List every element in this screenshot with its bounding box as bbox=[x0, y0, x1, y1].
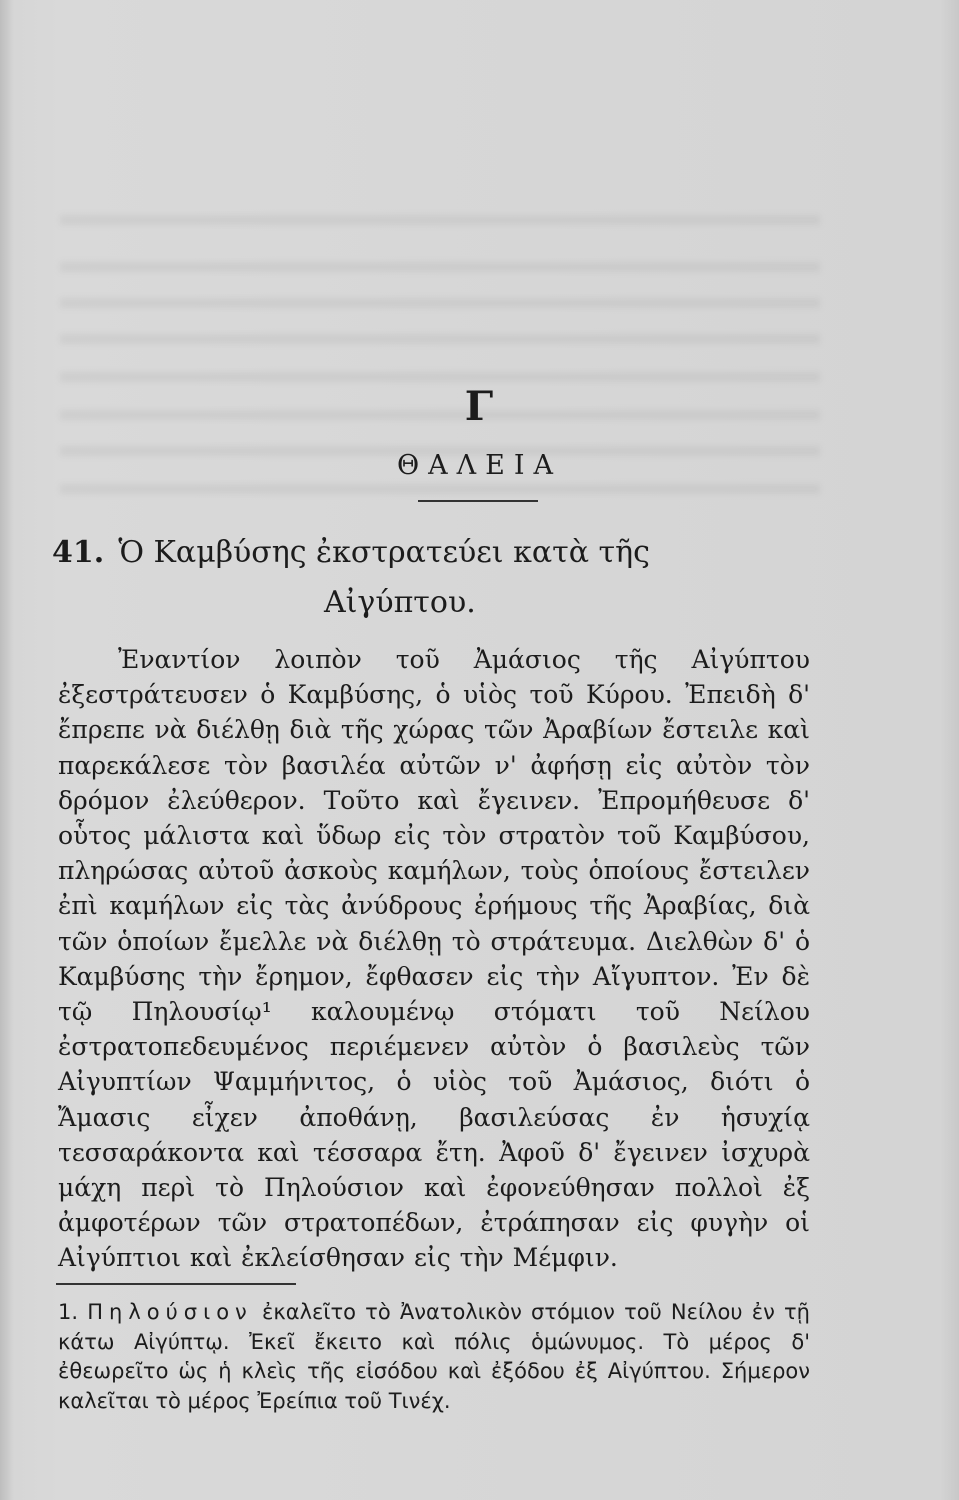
footnote-term: Πηλούσιον bbox=[87, 1300, 253, 1324]
show-through-line bbox=[60, 298, 820, 308]
chapter-heading-line-1 bbox=[52, 528, 892, 578]
show-through-line bbox=[60, 372, 820, 382]
section-divider bbox=[418, 500, 538, 502]
show-through-line bbox=[60, 262, 820, 272]
footnote-divider bbox=[56, 1283, 296, 1285]
body-paragraph: Ἐναντίον λοιπὸν τοῦ Ἀμάσιος τῆς Αἰγύπτου ἐξεστράτευσεν ὁ Καμβύσης, ὁ υἱὸς τοῦ Κύρου. Ἐπειδὴ δ' ἔπρεπε νὰ διέλθῃ διὰ τῆς χώρας τῶν Ἀραβίων ἔστειλε καὶ παρεκάλεσε τὸν βασιλέα αὐτῶν ν' ἀφήσῃ εἰς αὐτὸν τὸν δρόμον ἐλεύθερον. Τοῦτο καὶ ἔγεινεν. Ἐπρομήθευσε δ' οὗτος μάλιστα καὶ ὕδωρ εἰς τὸν στρατὸν τοῦ Καμβύσου, πληρώσας αὐτοῦ ἀσκοὺς καμήλων, τοὺς ὁποίους ἔστειλεν ἐπὶ καμήλων εἰς τὰς ἀνύδρους ἐρήμους τῆς Ἀραβίας, διὰ τῶν ὁποίων ἔμελλε νὰ διέλθῃ τὸ στράτευμα. Διελθὼν δ' ὁ Καμβύσης τὴν ἔρημον, ἔφθασεν εἰς τὴν Αἴγυπτον. Ἐν δὲ τῷ Πηλουσίῳ¹ καλουμένῳ στόματι τοῦ Νείλου ἐστρατοπεδευμένος περιέμενεν αὐτὸν ὁ βασιλεὺς τῶν Αἰγυπτίων Ψαμμήνιτος, ὁ υἱὸς τοῦ Ἀμάσιος, διότι ὁ Ἄμασις εἶχεν ἀποθάνῃ, βασιλεύσας ἐν ἡσυχίᾳ τεσσαράκοντα καὶ τέσσαρα ἔτη. Ἀφοῦ δ' ἔγεινεν ἰσχυρὰ μάχη περὶ τὸ Πηλούσιον καὶ ἐφονεύθησαν πολλοὶ ἐξ ἀμφοτέρων τῶν στρατοπέδων, ἐτράπησαν εἰς φυγὴν οἱ Αἰγύπτιοι καὶ ἐκλείσθησαν εἰς τὴν Μέμφιν. bbox=[58, 645, 810, 1273]
section-letter: Γ bbox=[464, 383, 495, 430]
footnote-text: ἐκαλεῖτο τὸ Ἀνατολικὸν στόμιον τοῦ Νείλου ἐν τῇ κάτω Αἰγύπτῳ. Ἐκεῖ ἔκειτο καὶ πόλις ὁμώνυμος. Τὸ μέρος δ' ἐθεωρεῖτο ὡς ἡ κλεὶς τῆς εἰσόδου καὶ ἐξόδου ἐξ Αἰγύπτου. Σήμερον καλεῖται τὸ μέρος Ἐρείπια τοῦ Τινέχ. bbox=[58, 1300, 810, 1413]
chapter-title: Ὁ Καμβύσης ἐκστρατεύει κατὰ τῆς bbox=[118, 535, 650, 570]
chapter-title-continued: Αἰγύπτου. bbox=[324, 585, 476, 620]
footnote bbox=[58, 1298, 810, 1416]
show-through-line bbox=[60, 215, 820, 225]
chapter-heading bbox=[52, 528, 892, 628]
section-title: ΘΑΛΕΙΑ bbox=[396, 450, 562, 481]
chapter-number: 41. bbox=[52, 535, 105, 570]
footnote-marker: 1. bbox=[58, 1300, 79, 1324]
show-through-line bbox=[60, 484, 820, 494]
show-through-line bbox=[60, 334, 820, 344]
